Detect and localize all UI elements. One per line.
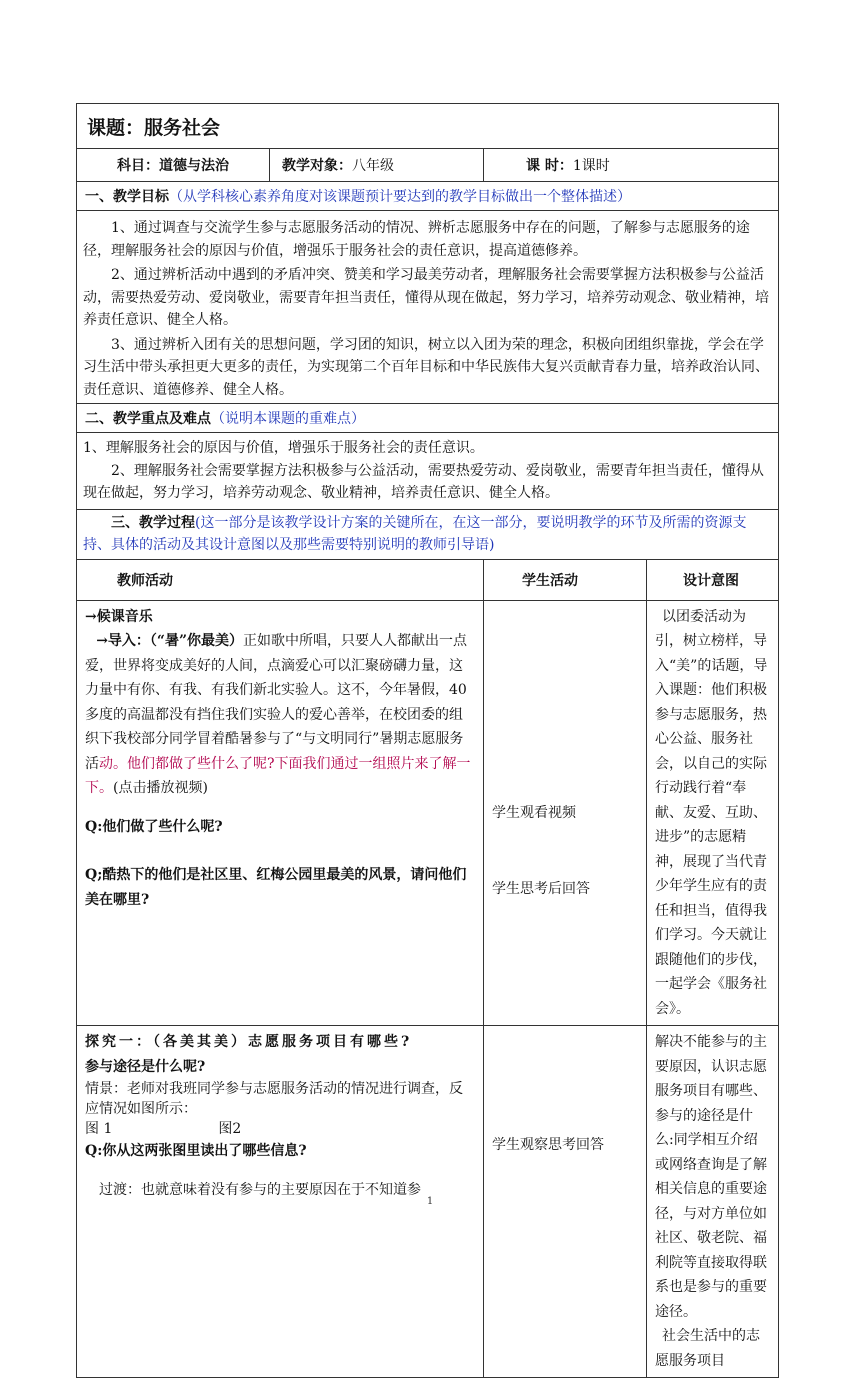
objective-3: 3、通过辨析入团有关的思想问题，学习团的知识，树立以入团为荣的理念，积极向团组织靠拢，学会在学习生活中带头承担更大更多的责任，为实现第二个百年目标和中华民族伟大复兴贡献青春力量，培养政治认同、责任意识、道德修养、健全人格。 [83, 336, 769, 398]
section-2-header: 二、教学重点及难点（说明本课题的重难点） [77, 404, 779, 433]
student-activity-1 [484, 600, 647, 1026]
page-number: 1 [426, 1196, 434, 1207]
question-2: Q;酷热下的他们是社区里、红梅公园里最美的风景，请问他们美在哪里? [85, 867, 467, 908]
objective-1: 1、通过调查与交流学生参与志愿服务活动的情况、辨析志愿服务中存在的问题，了解参与志愿服务的途径，理解服务社会的原因与价值，增强乐于服务社会的责任意识，提高道德修养。 [83, 220, 750, 259]
lesson-plan [76, 103, 778, 1378]
question-1: Q:他们做了些什么呢? [85, 818, 223, 835]
section-1-header: 一、教学目标（从学科核心素养角度对该课题预计要达到的教学目标做出一个整体描述） [77, 182, 779, 211]
explore-1-sub: 参与途径是什么呢? [85, 1058, 206, 1075]
objective-2: 2、通过辨析活动中遇到的矛盾冲突、赞美和学习最美劳动者，理解服务社会需要掌握方法积极参与公益活动，需要热爱劳动、爱岗敬业，需要青年担当责任，懂得从现在做起，努力学习，培养劳动观念、敬业精神，培养责任意识、健全人格。 [83, 267, 769, 328]
scene-text: 情景：老师对我班同学参与志愿服务活动的情况进行调查，反应情况如图所示： [85, 1081, 463, 1117]
key-point-2: 2、理解服务社会需要掌握方法积极参与公益活动，需要热爱劳动、爱岗敬业，需要青年担当责任，懂得从现在做起，努力学习，培养劳动观念、敬业精神，培养责任意识、健全人格。 [83, 462, 764, 501]
lesson-title: 课题：服务社会 [77, 104, 779, 149]
key-points [77, 433, 779, 510]
intro-paragraph: →导入：（“暑”你最美）正如歌中所唱，只要人人都献出一点爱，世界将变成美好的人间，点滴爱心可以汇聚磅礴力量，这力量中有你、有我、有我们新北实验人。这不，今年暑假，40多度的高温都没有挡住我们实验人的爱心善举，在校团委的组织下我校部分同学冒着酷暑参与了“与文明同行”暑期志愿服务活动。他们都做了些什么了呢?下面我们通过一组照片来了解一下。(点击播放视频) [85, 633, 471, 796]
lesson-table [76, 103, 779, 1378]
col-intent: 设计意图 [647, 559, 779, 600]
transition-text: 过渡：也就意味着没有参与的主要原因在于不知道参 [99, 1181, 421, 1198]
design-intent-1: 以团委活动为引，树立榜样，导入“美”的话题，导入课题：他们积极参与志愿服务，热心公益、服务社会，以自己的实际行动践行着“奉献、友爱、互助、进步”的志愿精神，展现了当代青少年学生应有的责任和担当，值得我们学习。今天就让跟随他们的步伐，一起学会《服务社会》。 [647, 600, 779, 1026]
question-3: Q:你从这两张图里读出了哪些信息? [85, 1143, 307, 1159]
key-point-1: 1、理解服务社会的原因与价值，增强乐于服务社会的责任意识。 [83, 440, 484, 456]
explore-1-title: 探究一：（各美其美）志愿服务项目有哪些? [85, 1034, 413, 1050]
hours-cell: 课 时：1课时 [484, 149, 779, 182]
student-watch: 学生观看视频 [492, 804, 576, 821]
col-student: 学生活动 [484, 559, 647, 600]
student-activity-2: 学生观察思考回答 [484, 1026, 647, 1378]
figure-labels: 图 1 图2 [85, 1121, 242, 1137]
teacher-activity-1 [77, 600, 484, 1026]
objectives [77, 211, 779, 404]
audience-cell: 教学对象：八年级 [270, 149, 484, 182]
section-3-header: 三、教学过程(这一部分是该教学设计方案的关键所在，在这一部分，要说明教学的环节及所需的资源支持、具体的活动及其设计意图以及那些需要特别说明的教师引导语) [77, 509, 779, 559]
music-line: →候课音乐 [85, 608, 153, 625]
subject-cell: 科目：道德与法治 [77, 149, 270, 182]
student-answer: 学生思考后回答 [492, 880, 590, 897]
col-teacher: 教师活动 [77, 559, 484, 600]
design-intent-2: 解决不能参与的主要原因，认识志愿服务项目有哪些、参与的途径是什么:同学相互介绍或网络查询是了解相关信息的重要途径，与对方单位如社区、敬老院、福利院等直接取得联系也是参与的重要途径。 社会生活中的志愿服务项目 [647, 1026, 779, 1378]
